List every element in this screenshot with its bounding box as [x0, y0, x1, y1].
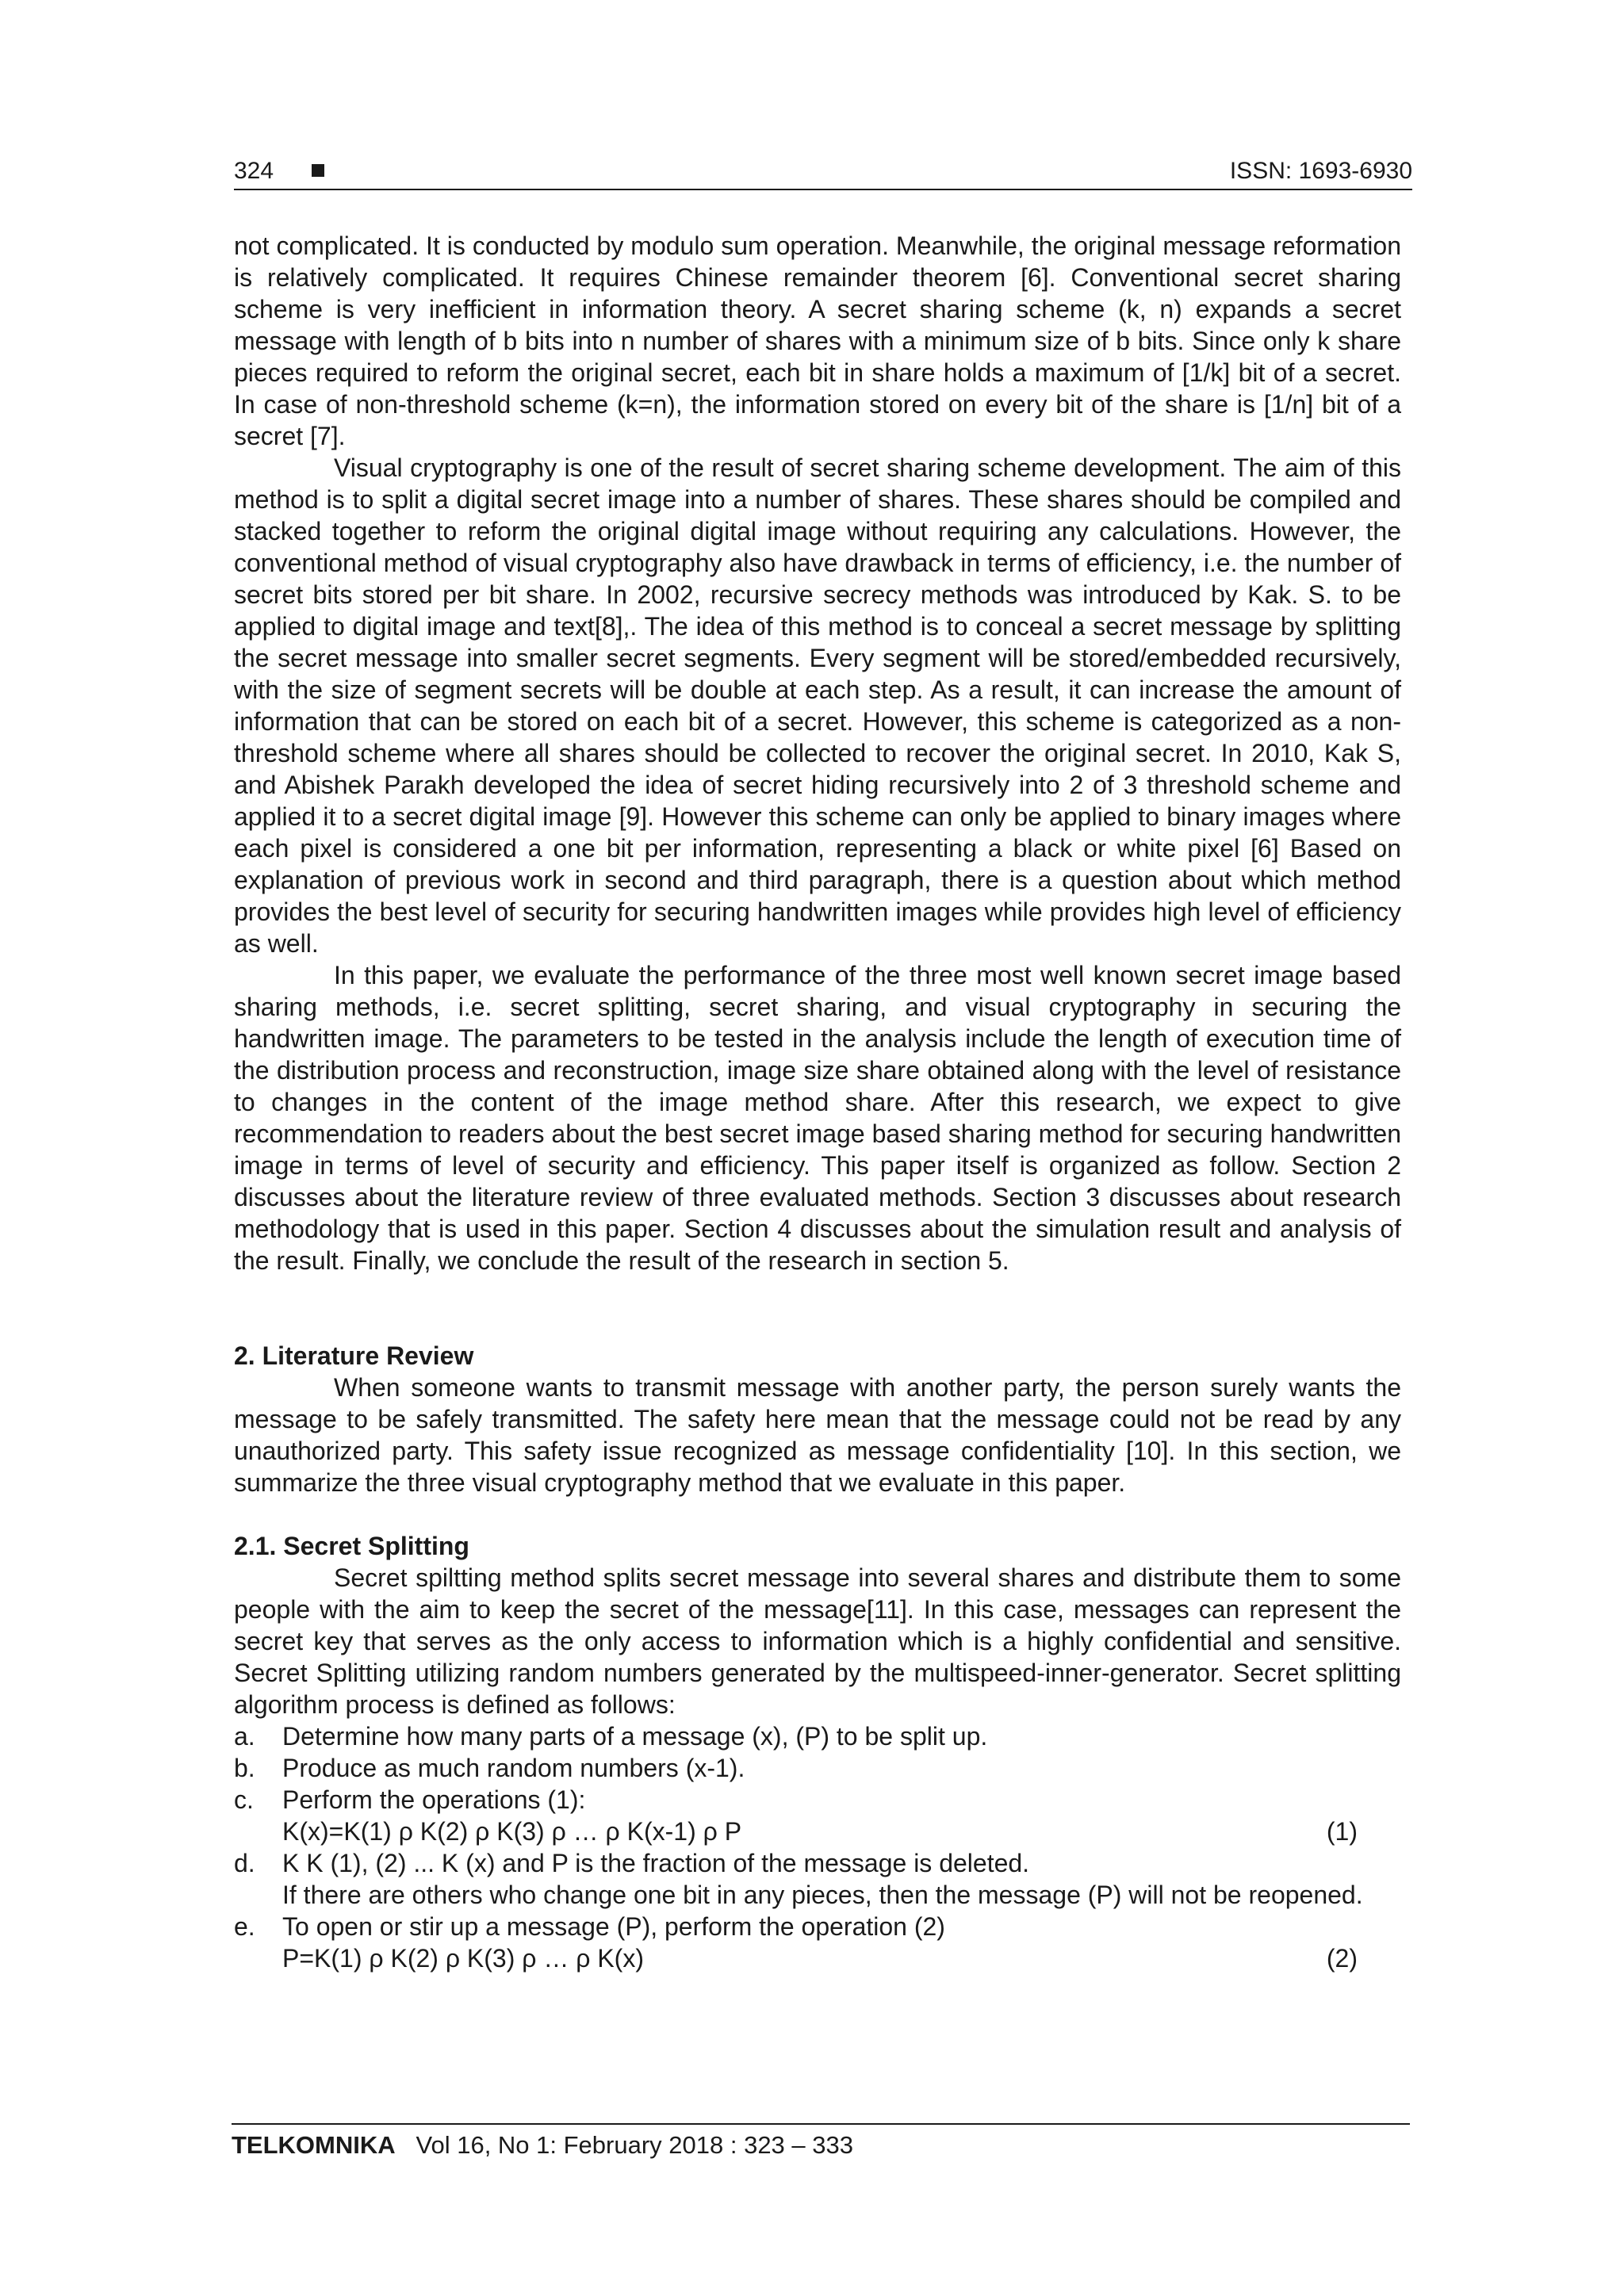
journal-citation: Vol 16, No 1: February 2018 : 323 – 333	[416, 2131, 853, 2159]
list-item	[234, 1911, 1401, 1974]
list-marker: d.	[234, 1849, 255, 1877]
list-item-text: K K (1), (2) ... K (x) and P is the fraction of the message is deleted.	[282, 1849, 1030, 1877]
page-header	[234, 155, 1412, 190]
section-spacer	[234, 1276, 1401, 1340]
list-item-text: Perform the operations (1):	[282, 1785, 586, 1814]
equation-2-number: (2)	[1326, 1944, 1358, 1973]
equation-1-number: (1)	[1326, 1817, 1358, 1846]
list-marker: b.	[234, 1754, 255, 1782]
list-item	[234, 1720, 1401, 1752]
list-item	[234, 1752, 1401, 1784]
page-footer	[232, 2123, 1410, 2161]
equation-2	[282, 1942, 1401, 1974]
list-item-note: If there are others who change one bit in any pieces, then the message (P) will not be reopened.	[282, 1881, 1363, 1909]
section-heading-literature-review: 2. Literature Review	[234, 1341, 474, 1370]
list-item-text: To open or stir up a message (P), perform the operation (2)	[282, 1912, 945, 1941]
list-item-text: Produce as much random numbers (x-1).	[282, 1754, 745, 1782]
journal-name: TELKOMNIKA	[232, 2131, 396, 2159]
list-item	[234, 1784, 1401, 1847]
body-paragraph-1: not complicated. It is conducted by modulo sum operation. Meanwhile, the original message reformation is relatively complicated. It requires Chinese remainder theorem [6]. Conventional secret sharing scheme is very inefficient in information theory. A secret sharing scheme (k, n) expands a secret message with length of b bits into n number of shares with a minimum size of b bits. Since only k share pieces required to reform the original secret, each bit in share holds a maximum of [1/k] bit of a secret. In case of non-threshold scheme (k=n), the information stored on every bit of the share is [1/n] bit of a secret [7].	[234, 232, 1401, 450]
subsection-heading-secret-splitting: 2.1. Secret Splitting	[234, 1532, 469, 1560]
equation-2-formula: P=K(1) ρ K(2) ρ K(3) ρ … ρ K(x)	[282, 1944, 644, 1973]
algorithm-steps	[234, 1720, 1401, 1974]
equation-1	[282, 1816, 1401, 1847]
list-marker: a.	[234, 1722, 255, 1751]
list-marker: c.	[234, 1785, 254, 1814]
list-item-text: Determine how many parts of a message (x), (P) to be split up.	[282, 1722, 988, 1751]
page-body	[234, 230, 1401, 1974]
body-paragraph-2: Visual cryptography is one of the result of secret sharing scheme development. The aim of this method is to split a digital secret image into a number of shares. These shares should be compiled and stacked together to reform the original digital image without requiring any calculations. However, the conventional method of visual cryptography also have drawback in terms of efficiency, i.e. the number of secret bits stored per bit share. In 2002, recursive secrecy methods was introduced by Kak. S. to be applied to digital image and text[8],. The idea of this method is to conceal a secret message by splitting the secret message into smaller secret segments. Every segment will be stored/embedded recursively, with the size of segment secrets will be double at each step. As a result, it can increase the amount of information that can be stored on each bit of a secret. However, this scheme is categorized as a non-threshold scheme where all shares should be collected to recover the original secret. In 2010, Kak S, and Abishek Parakh developed the idea of secret hiding recursively into 2 of 3 threshold scheme and applied it to a secret digital image [9]. However this scheme can only be applied to binary images where each pixel is considered a one bit per information, representing a black or white pixel [6] Based on explanation of previous work in second and third paragraph, there is a question about which method provides the best level of security for securing handwritten images while provides high level of efficiency as well.	[234, 453, 1401, 958]
subsection-spacer	[234, 1498, 1401, 1530]
header-square-icon	[312, 164, 324, 177]
equation-1-formula: K(x)=K(1) ρ K(2) ρ K(3) ρ … ρ K(x-1) ρ P	[282, 1817, 742, 1846]
list-item	[234, 1847, 1401, 1911]
list-marker: e.	[234, 1912, 255, 1941]
page-number: 324	[234, 158, 274, 184]
body-paragraph-3: In this paper, we evaluate the performance of the three most well known secret image based sharing methods, i.e. secret splitting, secret sharing, and visual cryptography in securing the handwritten image. The parameters to be tested in the analysis include the length of execution time of the distribution process and reconstruction, image size share obtained along with the level of resistance to changes in the content of the image method share. After this research, we expect to give recommendation to readers about the best secret image based sharing method for securing handwritten image in terms of level of security and efficiency. This paper itself is organized as follow. Section 2 discusses about the literature review of three evaluated methods. Section 3 discusses about research methodology that is used in this paper. Section 4 discusses about the simulation result and analysis of the result. Finally, we conclude the result of the research in section 5.	[234, 961, 1401, 1275]
literature-review-paragraph: When someone wants to transmit message with another party, the person surely wants the message to be safely transmitted. The safety here mean that the message could not be read by any unauthorized party. This safety issue recognized as message confidentiality [10]. In this section, we summarize the three visual cryptography method that we evaluate in this paper.	[234, 1373, 1401, 1497]
issn-label: ISSN: 1693-6930	[1229, 158, 1412, 184]
secret-splitting-paragraph: Secret spiltting method splits secret message into several shares and distribute them to some people with the aim to keep the secret of the message[11]. In this case, messages can represent the secret key that serves as the only access to information which is a highly confidential and sensitive. Secret Splitting utilizing random numbers generated by the multispeed-inner-generator. Secret splitting algorithm process is defined as follows:	[234, 1563, 1401, 1719]
